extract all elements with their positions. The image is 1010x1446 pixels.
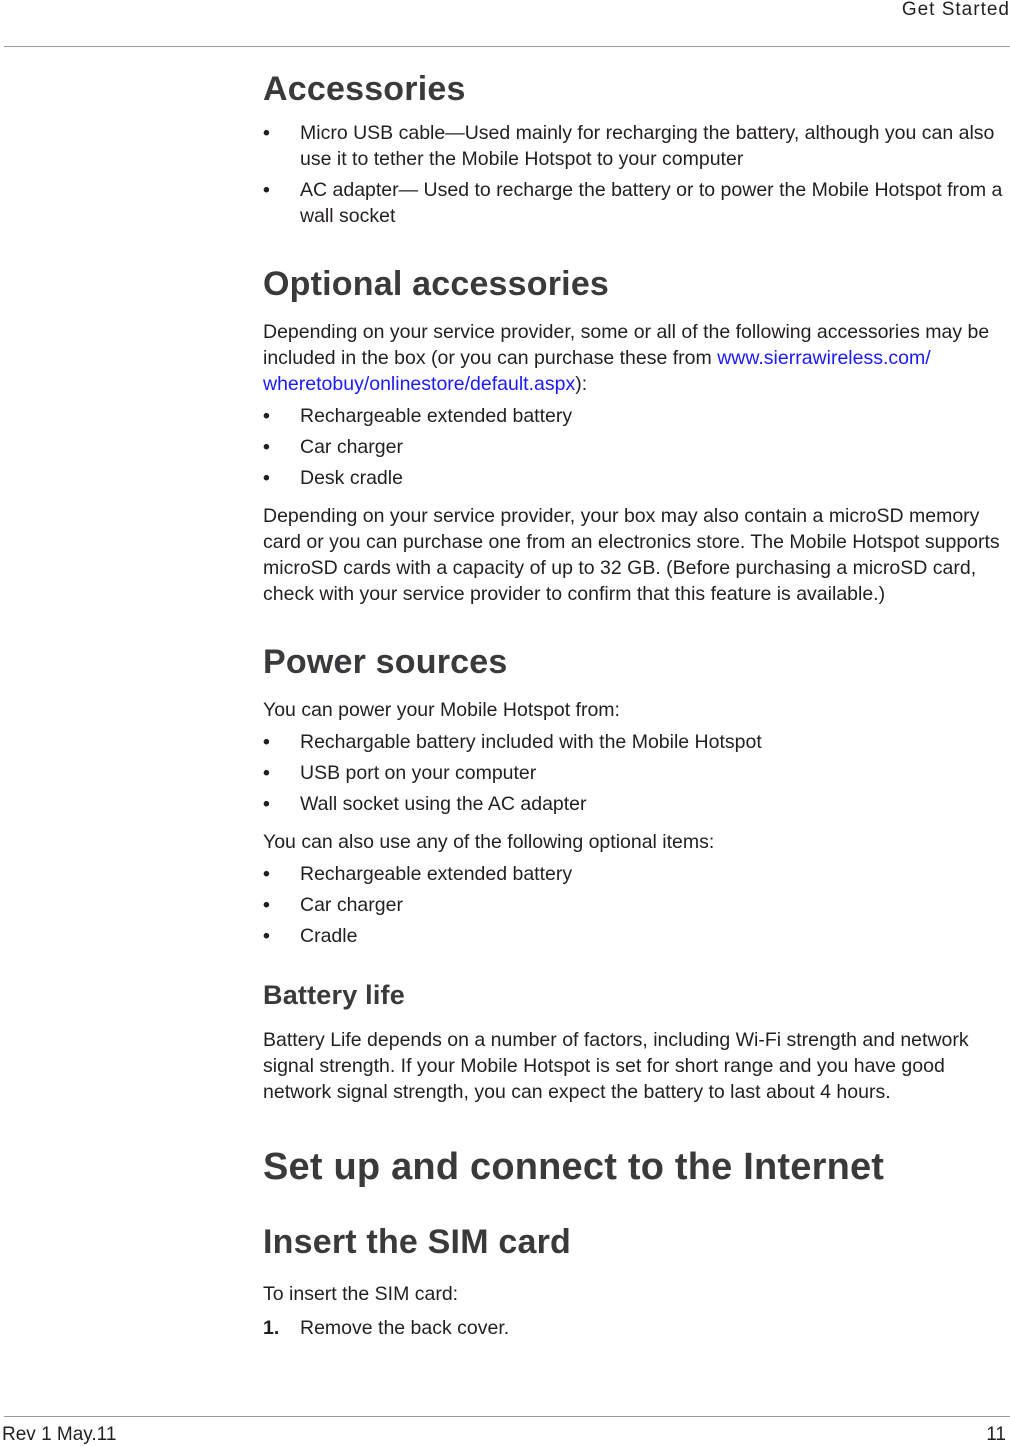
optional-list — [263, 403, 1010, 491]
header-rule — [4, 46, 1010, 47]
running-head: Get Started — [901, 0, 1010, 20]
page-number: 11 — [986, 1424, 1006, 1445]
accessories-heading: Accessories — [263, 70, 466, 108]
bullet-icon: • — [263, 122, 270, 144]
list-item: • USB port on your computer — [263, 762, 537, 784]
bullet-icon: • — [263, 762, 270, 784]
list-item: • Car charger — [263, 894, 403, 916]
page-content — [263, 64, 1010, 1341]
list-item: • AC adapter— Used to recharge the battery or to power the Mobile Hotspot from a wall socket — [263, 179, 1003, 227]
bullet-icon: • — [263, 793, 270, 815]
sim-steps — [263, 1315, 1010, 1341]
optional-intro: Depending on your service provider, some or all of the following accessories may be included in the box (or you can purchase these from www.sierrawireless.com/ wheretobuy/onlinestore/default.aspx): — [263, 321, 990, 395]
bullet-icon: • — [263, 863, 270, 885]
list-item: • Desk cradle — [263, 467, 403, 489]
power-sources-heading: Power sources — [263, 643, 508, 681]
sim-intro: To insert the SIM card: — [263, 1283, 459, 1305]
bullet-icon: • — [263, 179, 270, 201]
footer-rule — [4, 1416, 1010, 1417]
list-item: • Micro USB cable—Used mainly for recharging the battery, although you can also use it to tether the Mobile Hotspot to your computer — [263, 122, 995, 170]
power-intro-optional: You can also use any of the following optional items: — [263, 831, 715, 853]
step-number: 1. — [263, 1317, 280, 1339]
optional-accessories-heading: Optional accessories — [263, 265, 610, 303]
power-list — [263, 729, 1010, 817]
power-intro: You can power your Mobile Hotspot from: — [263, 699, 620, 721]
list-item: • Rechargeable extended battery — [263, 405, 573, 427]
bullet-icon: • — [263, 467, 270, 489]
microsd-note: Depending on your service provider, your box may also contain a microSD memory card or you can purchase one from an electronics store. The Mobile Hotspot supports microSD cards with a capacity of up to 32 GB. (Before purchasing a microSD card, check with your service provider to confirm that this feature is available.) — [263, 505, 1000, 605]
bullet-icon: • — [263, 894, 270, 916]
battery-life-text: Battery Life depends on a number of factors, including Wi-Fi strength and network signal strength. If your Mobile Hotspot is set for short range and you have good network signal strength, you can expect the battery to last about 4 hours. — [263, 1029, 969, 1103]
list-item: • Rechargeable extended battery — [263, 863, 573, 885]
bullet-icon: • — [263, 436, 270, 458]
list-item: • Rechargable battery included with the Mobile Hotspot — [263, 731, 762, 753]
list-item: • Wall socket using the AC adapter — [263, 793, 587, 815]
footer-revision: Rev 1 May.11 — [2, 1424, 117, 1445]
list-item: • Car charger — [263, 436, 403, 458]
step-item: 1. Remove the back cover. — [263, 1317, 510, 1339]
battery-life-heading: Battery life — [263, 980, 405, 1010]
store-link[interactable]: www.sierrawireless.com/ wheretobuy/onlinestore/default.aspx — [263, 347, 931, 395]
setup-heading: Set up and connect to the Internet — [263, 1146, 885, 1188]
bullet-icon: • — [263, 925, 270, 947]
bullet-icon: • — [263, 731, 270, 753]
power-optional-list — [263, 861, 1010, 949]
list-item: • Cradle — [263, 925, 358, 947]
insert-sim-heading: Insert the SIM card — [263, 1223, 571, 1261]
bullet-icon: • — [263, 405, 270, 427]
accessories-list — [263, 120, 1010, 229]
